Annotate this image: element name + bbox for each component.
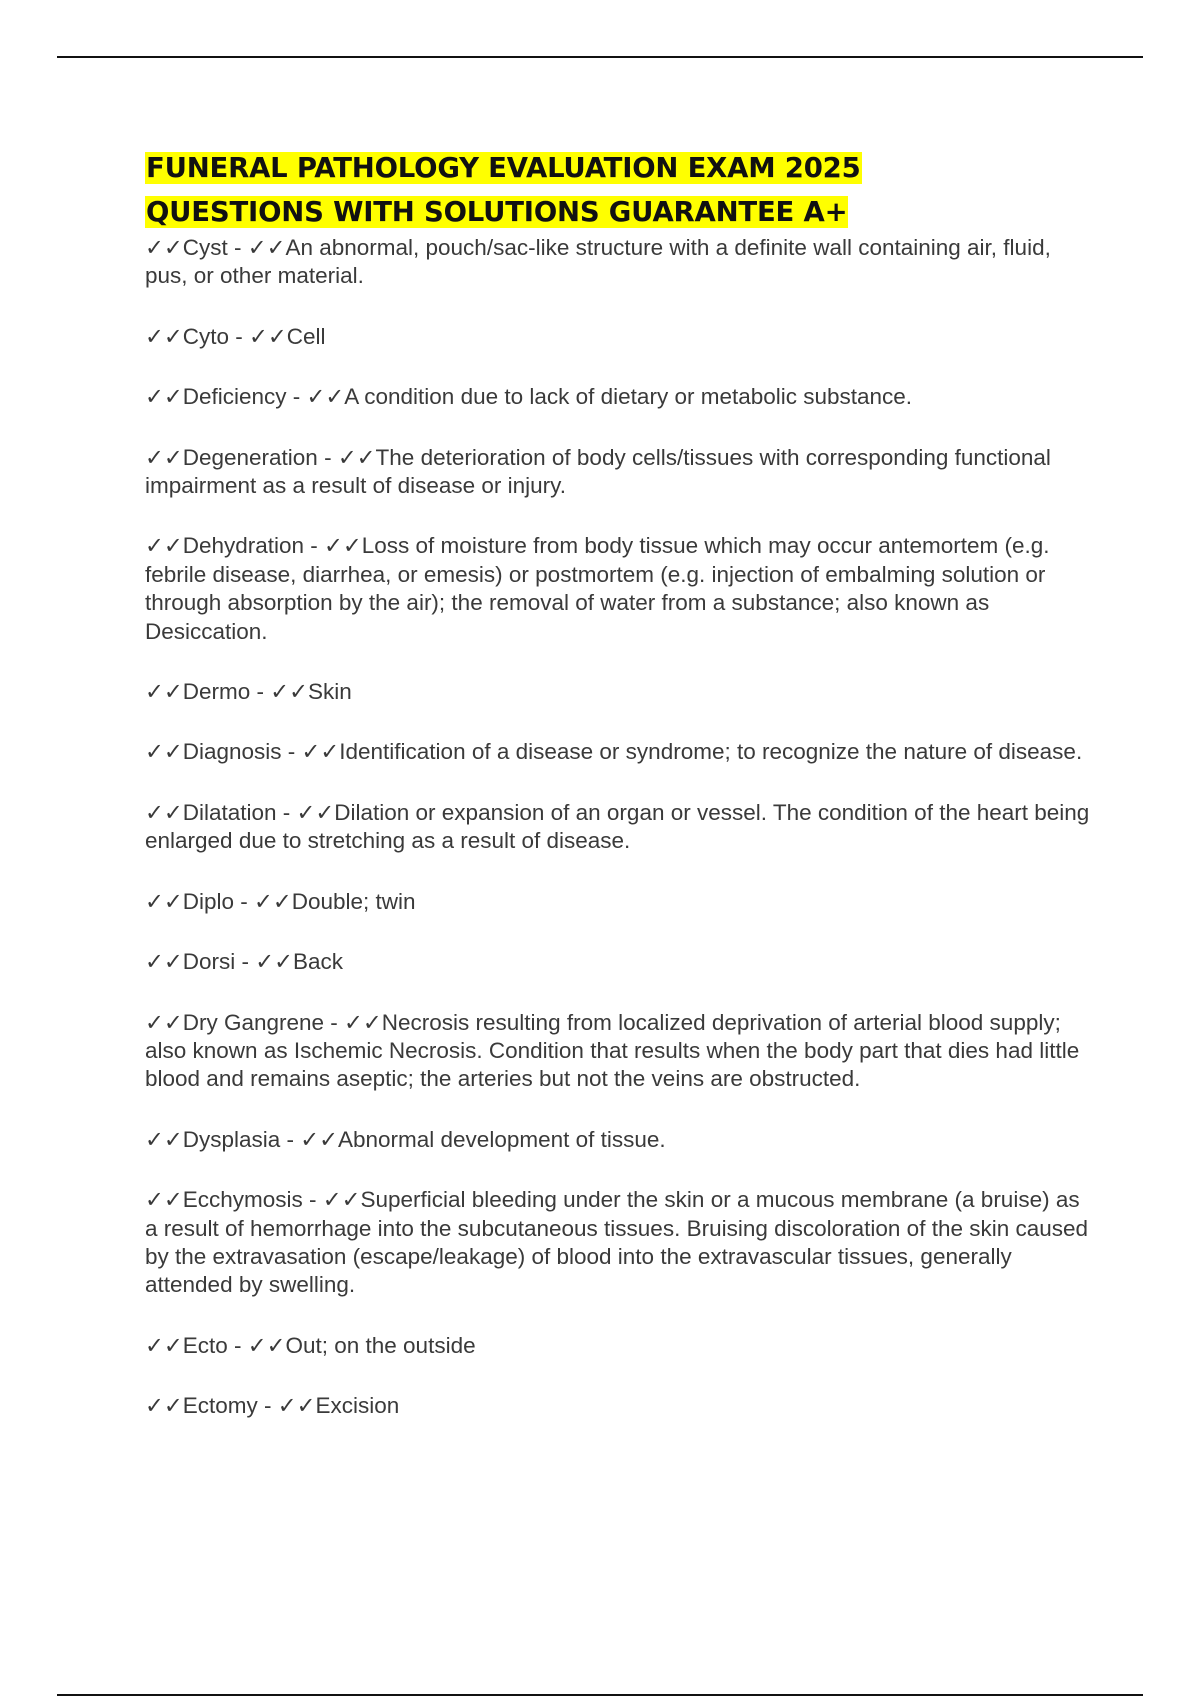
checkmark-icon: ✓✓ <box>322 1187 361 1213</box>
glossary-entry: ✓✓Diplo - ✓✓Double; twin <box>145 888 416 914</box>
entry-definition: Cell <box>286 323 326 349</box>
entry-definition: Superficial bleeding under the skin or a mucous membrane (a bruise) as a result of hemorrhage into the subcutaneous tissues. Bruising discoloration of the skin caused by the extravasation (escape/leakage) of blood into the extravascular tissues, generally attended by swelling. <box>145 1187 1089 1298</box>
checkmark-icon: ✓✓ <box>145 1187 183 1213</box>
glossary-entry: ✓✓Deficiency - ✓✓A condition due to lack of dietary or metabolic substance. <box>145 384 913 410</box>
glossary-entry: ✓✓Dysplasia - ✓✓Abnormal development of tissue. <box>145 1126 666 1152</box>
checkmark-icon: ✓✓ <box>145 235 183 260</box>
checkmark-icon: ✓✓ <box>301 739 340 765</box>
checkmark-icon: ✓✓ <box>145 323 183 349</box>
entry-term: Dilatation <box>182 799 277 825</box>
entry-definition: Back <box>292 949 343 975</box>
entry-term: Ectomy <box>182 1393 258 1419</box>
checkmark-icon: ✓✓ <box>337 444 376 470</box>
glossary-list <box>145 234 1095 1421</box>
entry-term: Diagnosis <box>182 739 282 765</box>
page-content <box>145 146 1095 1453</box>
entry-term: Diplo <box>182 888 234 914</box>
entry-definition: An abnormal, pouch/sac-like structure with a definite wall containing air, fluid, pus, or other material. <box>145 235 1051 289</box>
checkmark-icon: ✓✓ <box>306 384 345 410</box>
header-rule <box>57 56 1143 58</box>
glossary-entry: ✓✓Dry Gangrene - ✓✓Necrosis resulting from localized deprivation of arterial blood supply; also known as Ischemic Necrosis. Condition that results when the body part that dies had little blood and remains aseptic; the arteries but not the veins are obstructed. <box>145 1009 1080 1092</box>
checkmark-icon: ✓✓ <box>145 799 183 825</box>
entry-definition: Loss of moisture from body tissue which may occur antemortem (e.g. febrile disease, diarrhea, or emesis) or postmortem (e.g. injection of embalming solution or through absorption by the air); the removal of water from a substance; also known as Desiccation. <box>145 533 1050 644</box>
entry-definition: Dilation or expansion of an organ or vessel. The condition of the heart being enlarged due to stretching as a result of disease. <box>145 799 1090 854</box>
glossary-entry: ✓✓Dermo - ✓✓Skin <box>145 679 352 705</box>
entry-definition: Identification of a disease or syndrome; to recognize the nature of disease. <box>339 739 1083 765</box>
glossary-entry: ✓✓Degeneration - ✓✓The deterioration of body cells/tissues with corresponding functional impairment as a result of disease or injury. <box>145 444 1051 499</box>
checkmark-icon: ✓✓ <box>145 1009 183 1035</box>
checkmark-icon: ✓✓ <box>248 323 287 349</box>
entry-term: Dermo <box>182 679 251 705</box>
checkmark-icon: ✓✓ <box>145 1393 183 1419</box>
checkmark-icon: ✓✓ <box>270 679 308 705</box>
glossary-entry: ✓✓Dilatation - ✓✓Dilation or expansion of an organ or vessel. The condition of the heart being enlarged due to stretching as a result of disease. <box>145 799 1090 854</box>
checkmark-icon: ✓✓ <box>145 888 183 914</box>
checkmark-icon: ✓✓ <box>145 679 183 705</box>
entry-term: Degeneration <box>182 444 318 470</box>
glossary-entry: ✓✓Ectomy - ✓✓Excision <box>145 1393 400 1419</box>
entry-definition: Out; on the outside <box>285 1332 476 1358</box>
entry-term: Ecchymosis <box>182 1187 303 1213</box>
checkmark-icon: ✓✓ <box>247 1332 286 1358</box>
entry-term: Dehydration <box>182 533 305 559</box>
entry-term: Cyst <box>182 235 228 260</box>
glossary-entry: ✓✓Dehydration - ✓✓Loss of moisture from body tissue which may occur antemortem (e.g. febrile disease, diarrhea, or emesis) or postmortem (e.g. injection of embalming solution or through absorption by the air); the removal of water from a substance; also known as Desiccation. <box>145 533 1050 644</box>
checkmark-icon: ✓✓ <box>247 235 286 260</box>
checkmark-icon: ✓✓ <box>145 384 183 410</box>
glossary-entry: ✓✓Dorsi - ✓✓Back <box>145 949 343 975</box>
checkmark-icon: ✓✓ <box>255 949 293 975</box>
checkmark-icon: ✓✓ <box>344 1009 382 1035</box>
footer-rule <box>57 1694 1143 1696</box>
checkmark-icon: ✓✓ <box>145 444 183 470</box>
glossary-entry: ✓✓Ecto - ✓✓Out; on the outside <box>145 1332 476 1358</box>
glossary-entry: ✓✓Ecchymosis - ✓✓Superficial bleeding under the skin or a mucous membrane (a bruise) as a result of hemorrhage into the subcutaneous tissues. Bruising discoloration of the skin caused by the extravasation (escape/leakage) of blood into the extravascular tissues, generally attended by swelling. <box>145 1187 1089 1298</box>
document-title <box>145 146 1095 234</box>
entry-definition: Double; twin <box>291 888 416 914</box>
checkmark-icon: ✓✓ <box>277 1393 316 1419</box>
entry-definition: Excision <box>315 1393 400 1419</box>
glossary-entry: ✓✓Cyst - ✓✓An abnormal, pouch/sac-like structure with a definite wall containing air, fluid, pus, or other material. <box>145 235 1051 289</box>
checkmark-icon: ✓✓ <box>296 799 335 825</box>
entry-definition: Skin <box>307 679 352 705</box>
checkmark-icon: ✓✓ <box>145 739 183 765</box>
checkmark-icon: ✓✓ <box>145 533 183 559</box>
checkmark-icon: ✓✓ <box>145 949 183 975</box>
checkmark-icon: ✓✓ <box>145 1332 183 1358</box>
checkmark-icon: ✓✓ <box>300 1126 338 1152</box>
title-line-1: FUNERAL PATHOLOGY EVALUATION EXAM 2025 <box>146 152 861 184</box>
entry-definition: Abnormal development of tissue. <box>337 1126 666 1152</box>
entry-definition: The deterioration of body cells/tissues with corresponding functional impairment as a result of disease or injury. <box>145 444 1051 499</box>
checkmark-icon: ✓✓ <box>324 533 362 559</box>
checkmark-icon: ✓✓ <box>145 1126 183 1152</box>
entry-term: Dorsi <box>182 949 236 975</box>
entry-term: Dysplasia <box>182 1126 281 1152</box>
entry-definition: Necrosis resulting from localized deprivation of arterial blood supply; also known as Ischemic Necrosis. Condition that results when the body part that dies had little blood and remains aseptic; the arteries but not the veins are obstructed. <box>145 1009 1080 1092</box>
entry-term: Ecto <box>182 1332 228 1358</box>
glossary-entry: ✓✓Cyto - ✓✓Cell <box>145 323 326 349</box>
title-line-2: QUESTIONS WITH SOLUTIONS GUARANTEE A+ <box>146 196 848 228</box>
entry-term: Dry Gangrene <box>182 1009 325 1035</box>
checkmark-icon: ✓✓ <box>254 888 292 914</box>
entry-definition: A condition due to lack of dietary or metabolic substance. <box>344 384 913 410</box>
entry-term: Deficiency <box>182 384 287 410</box>
entry-term: Cyto <box>182 323 229 349</box>
glossary-entry: ✓✓Diagnosis - ✓✓Identification of a disease or syndrome; to recognize the nature of disease. <box>145 739 1083 765</box>
